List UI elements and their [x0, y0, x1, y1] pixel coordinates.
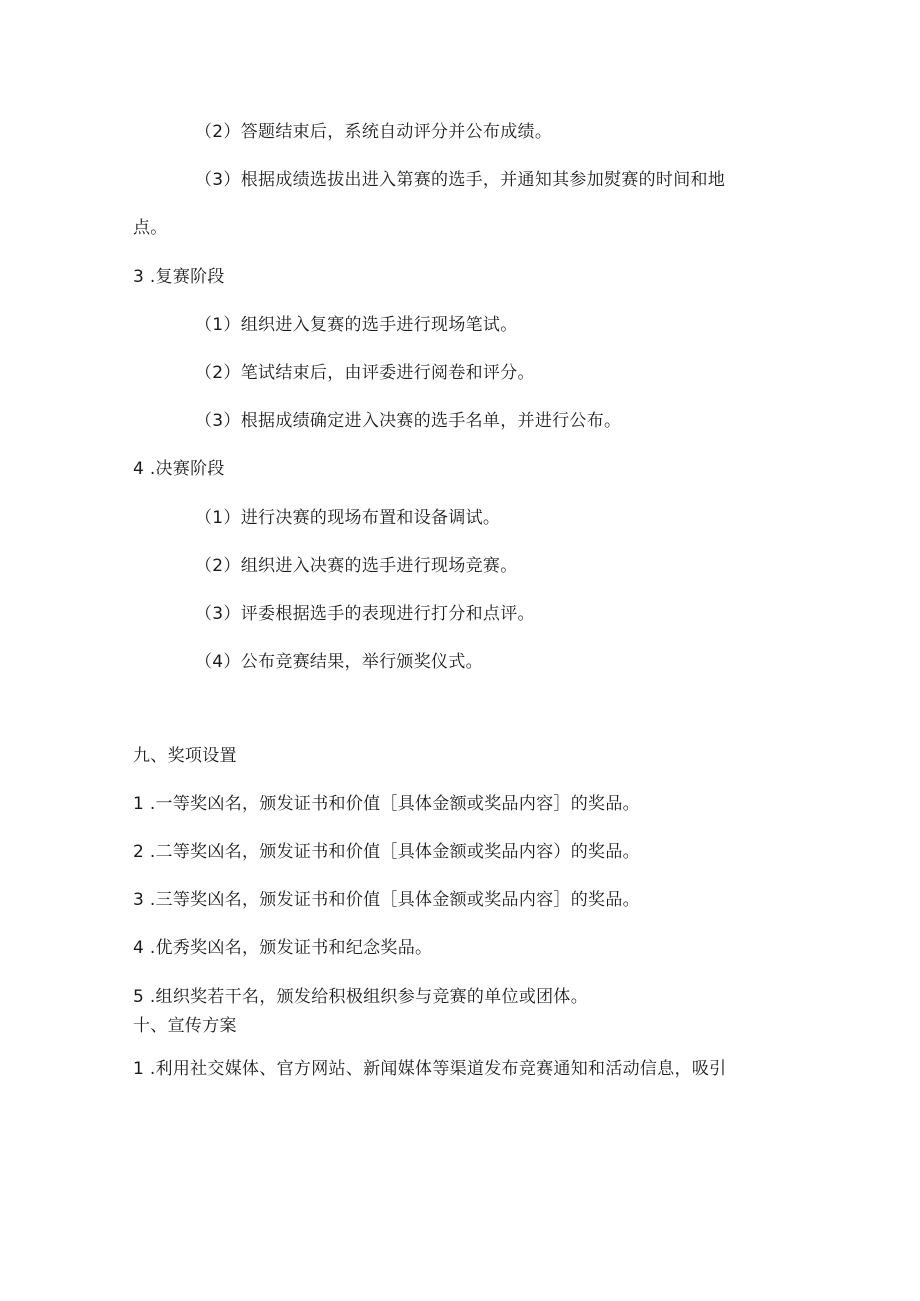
paragraph-line: （3）根据成绩选拔出进入第赛的选手，并通知其参加熨赛的时间和地 [195, 170, 726, 190]
list-item: 1 .利用社交媒体、官方网站、新闻媒体等渠道发布竞赛通知和活动信息，吸引 [133, 1059, 727, 1079]
chapter-heading: 十、宣传方案 [133, 1016, 237, 1036]
paragraph-line: （1）组织进入复赛的选手进行现场笔试。 [195, 315, 518, 335]
paragraph-line: （1）进行决赛的现场布置和设备调试。 [195, 508, 501, 528]
list-item: 4 .优秀奖凶名，颁发证书和纪念奖品。 [133, 938, 433, 958]
section-heading: 4 .决赛阶段 [133, 459, 225, 479]
paragraph-line: （2）答题结束后，系统自动评分并公布成绩。 [195, 122, 553, 142]
list-item: 3 .三等奖凶名，颁发证书和价值［具体金额或奖品内容］的奖品。 [133, 890, 640, 910]
chapter-heading: 九、奖项设置 [133, 746, 237, 766]
paragraph-line: 点。 [133, 218, 168, 238]
paragraph-line: （2）笔试结束后，由评委进行阅卷和评分。 [195, 363, 535, 383]
paragraph-line: （3）评委根据选手的表现进行打分和点评。 [195, 604, 535, 624]
list-item: 5 .组织奖若干名，颁发给积极组织参与竞赛的单位或团体。 [133, 987, 589, 1007]
paragraph-line: （2）组织进入决赛的选手进行现场竞赛。 [195, 556, 518, 576]
section-heading: 3 .复赛阶段 [133, 267, 225, 287]
paragraph-line: （3）根据成绩确定进入决赛的选手名单，并进行公布。 [195, 411, 622, 431]
paragraph-line: （4）公布竞赛结果，举行颁奖仪式。 [195, 652, 483, 672]
list-item: 1 .一等奖凶名，颁发证书和价值［具体金额或奖品内容］的奖品。 [133, 794, 640, 814]
list-item: 2 .二等奖凶名，颁发证书和价值［具体金额或奖品内容）的奖品。 [133, 842, 640, 862]
